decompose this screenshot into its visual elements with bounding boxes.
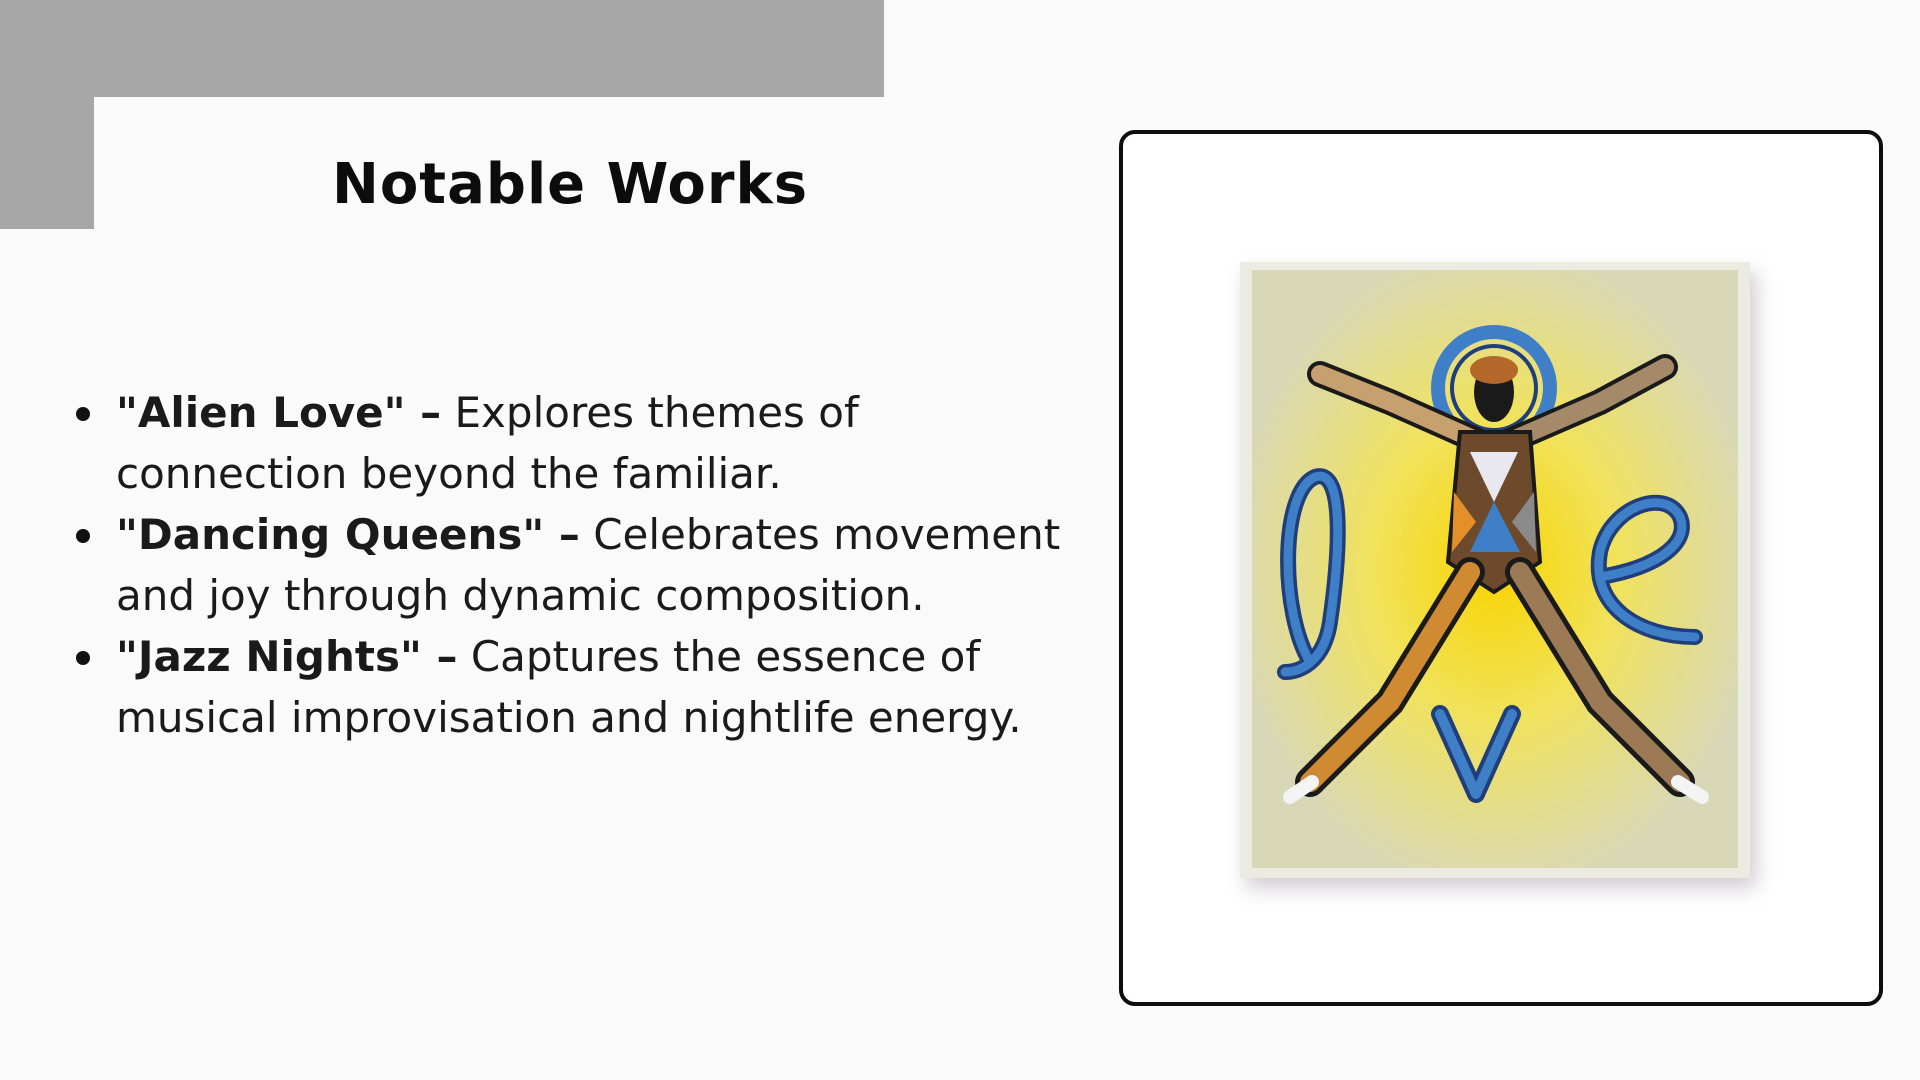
bullet-icon <box>76 529 90 543</box>
list-item <box>76 626 1096 748</box>
bullet-icon <box>76 407 90 421</box>
work-description: Celebrates movement and joy through dynamic composition. <box>116 510 1061 620</box>
works-list <box>76 382 1096 748</box>
list-item <box>76 382 1096 504</box>
work-name: "Dancing Queens" – <box>116 510 580 559</box>
decorative-gray-corner <box>0 0 94 229</box>
work-name: "Alien Love" – <box>116 388 442 437</box>
work-description: Captures the essence of musical improvisation and nightlife energy. <box>116 632 1022 742</box>
work-name: "Jazz Nights" – <box>116 632 458 681</box>
list-item <box>76 504 1096 626</box>
work-description: Explores themes of connection beyond the familiar. <box>116 388 859 498</box>
slide-title: Notable Works <box>331 152 809 217</box>
bullet-icon <box>76 651 90 665</box>
love-painting-image <box>1240 262 1750 878</box>
decorative-gray-bar <box>0 0 884 97</box>
